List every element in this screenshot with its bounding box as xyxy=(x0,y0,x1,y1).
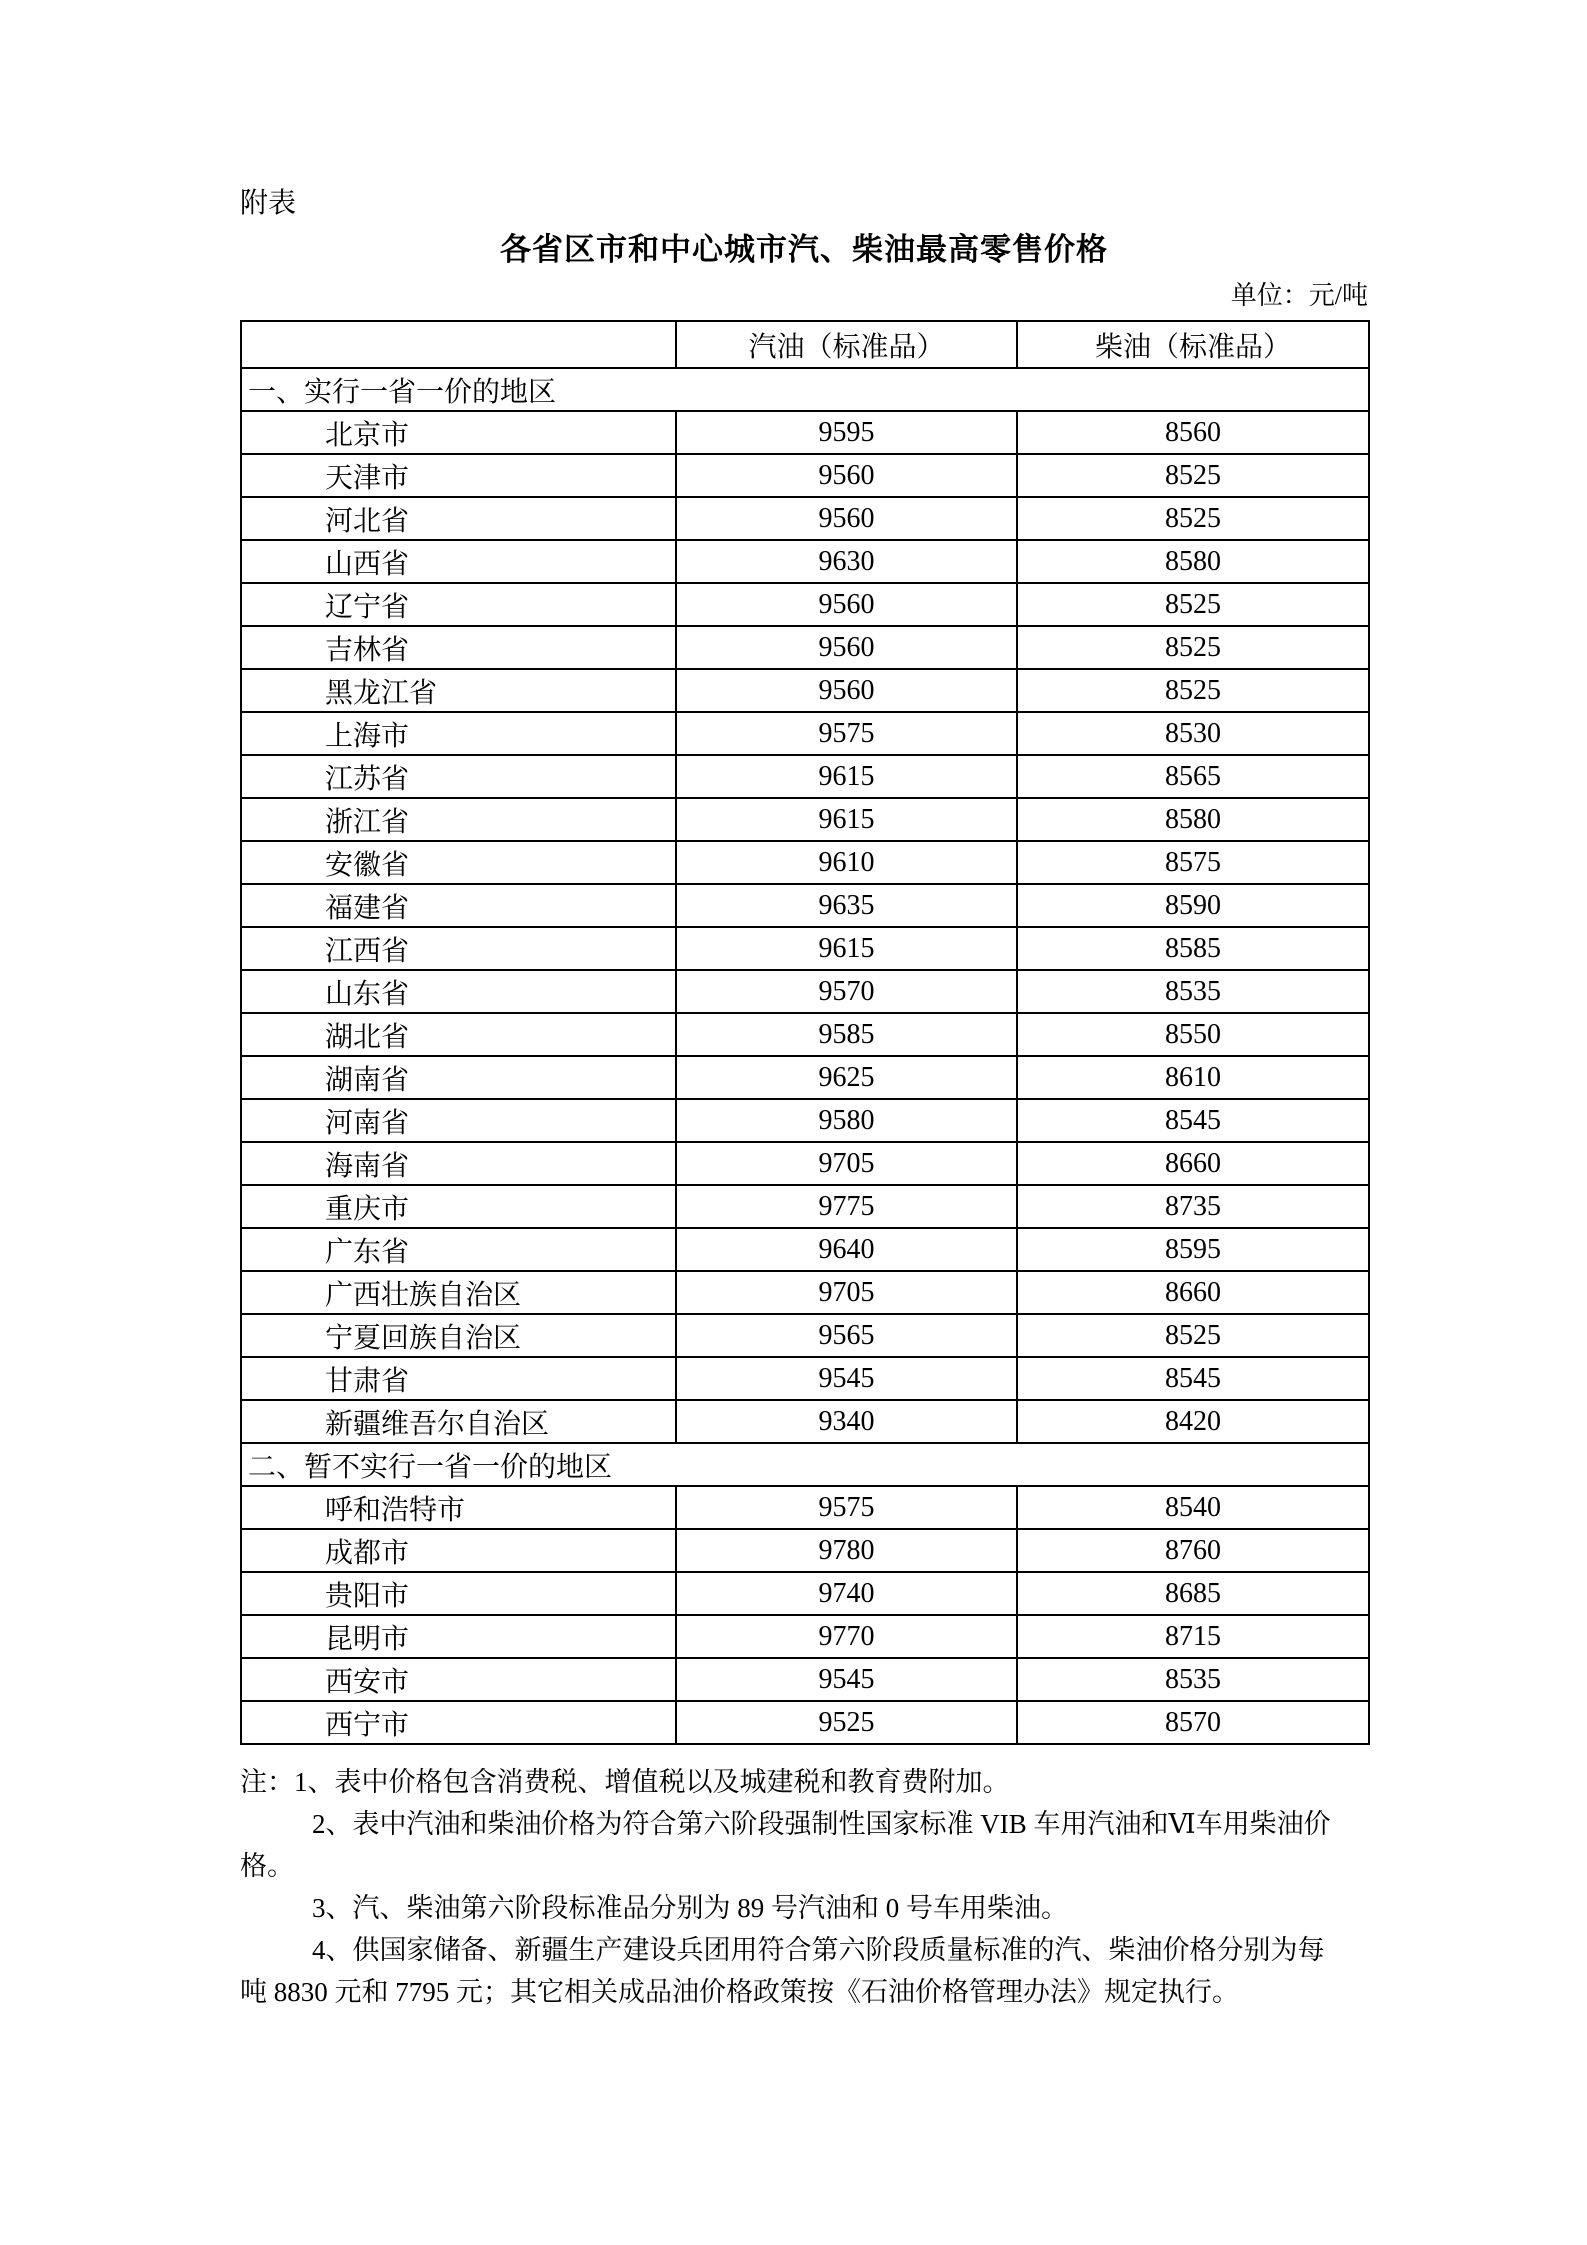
note-line: 格。 xyxy=(240,1851,294,1881)
unit-label: 单位：元/吨 xyxy=(1230,281,1368,310)
gasoline-price-cell: 9560 xyxy=(676,626,1017,669)
page-title: 各省区市和中心城市汽、柴油最高零售价格 xyxy=(500,232,1108,267)
gasoline-price-cell: 9560 xyxy=(676,669,1017,712)
note-line: 3、汽、柴油第六阶段标准品分别为 89 号汽油和 0 号车用柴油。 xyxy=(312,1893,1068,1923)
annex-label: 附表 xyxy=(240,188,297,219)
diesel-price-cell: 8685 xyxy=(1017,1572,1369,1615)
gasoline-price-cell: 9585 xyxy=(676,1013,1017,1056)
col-header-region xyxy=(241,321,676,368)
table-row xyxy=(241,583,1369,626)
section-title: 二、暂不实行一省一价的地区 xyxy=(241,1443,1369,1486)
diesel-price-cell: 8545 xyxy=(1017,1357,1369,1400)
diesel-price-cell: 8525 xyxy=(1017,583,1369,626)
gasoline-price-cell: 9740 xyxy=(676,1572,1017,1615)
table-row xyxy=(241,1099,1369,1142)
diesel-price-cell: 8590 xyxy=(1017,884,1369,927)
region-cell: 西安市 xyxy=(241,1658,676,1701)
gasoline-price-cell: 9640 xyxy=(676,1228,1017,1271)
diesel-price-cell: 8525 xyxy=(1017,1314,1369,1357)
note-line: 注：1、表中价格包含消费税、增值税以及城建税和教育费附加。 xyxy=(240,1767,1010,1797)
region-cell: 昆明市 xyxy=(241,1615,676,1658)
table-row xyxy=(241,454,1369,497)
diesel-price-cell: 8530 xyxy=(1017,712,1369,755)
diesel-price-cell: 8660 xyxy=(1017,1142,1369,1185)
diesel-price-cell: 8585 xyxy=(1017,927,1369,970)
table-row xyxy=(241,927,1369,970)
region-cell: 湖南省 xyxy=(241,1056,676,1099)
table-row xyxy=(241,626,1369,669)
diesel-price-cell: 8570 xyxy=(1017,1701,1369,1744)
diesel-price-cell: 8735 xyxy=(1017,1185,1369,1228)
gasoline-price-cell: 9705 xyxy=(676,1142,1017,1185)
diesel-price-cell: 8540 xyxy=(1017,1486,1369,1529)
region-cell: 北京市 xyxy=(241,411,676,454)
gasoline-price-cell: 9575 xyxy=(676,712,1017,755)
section-title-row xyxy=(241,368,1369,411)
gasoline-price-cell: 9615 xyxy=(676,927,1017,970)
gasoline-price-cell: 9545 xyxy=(676,1357,1017,1400)
gasoline-price-cell: 9570 xyxy=(676,970,1017,1013)
table-row xyxy=(241,1142,1369,1185)
table-row xyxy=(241,540,1369,583)
table-row xyxy=(241,755,1369,798)
document-page xyxy=(240,0,1368,2013)
table-row xyxy=(241,1701,1369,1744)
region-cell: 河南省 xyxy=(241,1099,676,1142)
diesel-price-cell: 8535 xyxy=(1017,970,1369,1013)
gasoline-price-cell: 9595 xyxy=(676,411,1017,454)
region-cell: 新疆维吾尔自治区 xyxy=(241,1400,676,1443)
gasoline-price-cell: 9560 xyxy=(676,583,1017,626)
gasoline-price-cell: 9560 xyxy=(676,454,1017,497)
table-row xyxy=(241,1228,1369,1271)
table-row xyxy=(241,841,1369,884)
diesel-price-cell: 8525 xyxy=(1017,497,1369,540)
col-header-gasoline: 汽油（标准品） xyxy=(676,321,1017,368)
region-cell: 重庆市 xyxy=(241,1185,676,1228)
gasoline-price-cell: 9545 xyxy=(676,1658,1017,1701)
diesel-price-cell: 8660 xyxy=(1017,1271,1369,1314)
region-cell: 天津市 xyxy=(241,454,676,497)
region-cell: 呼和浩特市 xyxy=(241,1486,676,1529)
gasoline-price-cell: 9610 xyxy=(676,841,1017,884)
region-cell: 吉林省 xyxy=(241,626,676,669)
table-row xyxy=(241,1314,1369,1357)
region-cell: 甘肃省 xyxy=(241,1357,676,1400)
table-row xyxy=(241,1572,1369,1615)
table-row xyxy=(241,712,1369,755)
gasoline-price-cell: 9630 xyxy=(676,540,1017,583)
region-cell: 河北省 xyxy=(241,497,676,540)
gasoline-price-cell: 9615 xyxy=(676,798,1017,841)
table-row xyxy=(241,1658,1369,1701)
diesel-price-cell: 8525 xyxy=(1017,454,1369,497)
note-line: 4、供国家储备、新疆生产建设兵团用符合第六阶段质量标准的汽、柴油价格分别为每 xyxy=(312,1935,1325,1965)
gasoline-price-cell: 9780 xyxy=(676,1529,1017,1572)
region-cell: 湖北省 xyxy=(241,1013,676,1056)
table-row xyxy=(241,669,1369,712)
region-cell: 山西省 xyxy=(241,540,676,583)
gasoline-price-cell: 9775 xyxy=(676,1185,1017,1228)
region-cell: 辽宁省 xyxy=(241,583,676,626)
diesel-price-cell: 8550 xyxy=(1017,1013,1369,1056)
diesel-price-cell: 8575 xyxy=(1017,841,1369,884)
section-title-row xyxy=(241,1443,1369,1486)
table-row xyxy=(241,1013,1369,1056)
note-line: 2、表中汽油和柴油价格为符合第六阶段强制性国家标准 VIB 车用汽油和Ⅵ车用柴油价 xyxy=(312,1809,1331,1839)
diesel-price-cell: 8420 xyxy=(1017,1400,1369,1443)
diesel-price-cell: 8580 xyxy=(1017,540,1369,583)
gasoline-price-cell: 9560 xyxy=(676,497,1017,540)
gasoline-price-cell: 9770 xyxy=(676,1615,1017,1658)
gasoline-price-cell: 9565 xyxy=(676,1314,1017,1357)
diesel-price-cell: 8610 xyxy=(1017,1056,1369,1099)
gasoline-price-cell: 9615 xyxy=(676,755,1017,798)
gasoline-price-cell: 9340 xyxy=(676,1400,1017,1443)
diesel-price-cell: 8525 xyxy=(1017,626,1369,669)
diesel-price-cell: 8760 xyxy=(1017,1529,1369,1572)
diesel-price-cell: 8580 xyxy=(1017,798,1369,841)
table-row xyxy=(241,1529,1369,1572)
region-cell: 广东省 xyxy=(241,1228,676,1271)
diesel-price-cell: 8715 xyxy=(1017,1615,1369,1658)
region-cell: 山东省 xyxy=(241,970,676,1013)
diesel-price-cell: 8535 xyxy=(1017,1658,1369,1701)
diesel-price-cell: 8545 xyxy=(1017,1099,1369,1142)
diesel-price-cell: 8560 xyxy=(1017,411,1369,454)
region-cell: 浙江省 xyxy=(241,798,676,841)
note-line: 吨 8830 元和 7795 元；其它相关成品油价格政策按《石油价格管理办法》规定执行。 xyxy=(240,1977,1239,2007)
region-cell: 黑龙江省 xyxy=(241,669,676,712)
region-cell: 广西壮族自治区 xyxy=(241,1271,676,1314)
price-table-body xyxy=(241,368,1369,1744)
gasoline-price-cell: 9635 xyxy=(676,884,1017,927)
region-cell: 海南省 xyxy=(241,1142,676,1185)
price-table xyxy=(240,320,1370,1745)
gasoline-price-cell: 9625 xyxy=(676,1056,1017,1099)
gasoline-price-cell: 9525 xyxy=(676,1701,1017,1744)
diesel-price-cell: 8595 xyxy=(1017,1228,1369,1271)
gasoline-price-cell: 9575 xyxy=(676,1486,1017,1529)
region-cell: 贵阳市 xyxy=(241,1572,676,1615)
diesel-price-cell: 8525 xyxy=(1017,669,1369,712)
section-title: 一、实行一省一价的地区 xyxy=(241,368,1369,411)
gasoline-price-cell: 9580 xyxy=(676,1099,1017,1142)
region-cell: 江西省 xyxy=(241,927,676,970)
region-cell: 上海市 xyxy=(241,712,676,755)
table-row xyxy=(241,1271,1369,1314)
region-cell: 福建省 xyxy=(241,884,676,927)
table-row xyxy=(241,1486,1369,1529)
table-row xyxy=(241,798,1369,841)
region-cell: 江苏省 xyxy=(241,755,676,798)
table-row xyxy=(241,1615,1369,1658)
table-row xyxy=(241,970,1369,1013)
table-row xyxy=(241,411,1369,454)
table-row xyxy=(241,1357,1369,1400)
notes xyxy=(240,1761,1368,2013)
table-row xyxy=(241,884,1369,927)
gasoline-price-cell: 9705 xyxy=(676,1271,1017,1314)
region-cell: 安徽省 xyxy=(241,841,676,884)
region-cell: 西宁市 xyxy=(241,1701,676,1744)
table-row xyxy=(241,1056,1369,1099)
table-row xyxy=(241,1185,1369,1228)
col-header-diesel: 柴油（标准品） xyxy=(1017,321,1369,368)
region-cell: 成都市 xyxy=(241,1529,676,1572)
header-row xyxy=(241,321,1369,368)
table-row xyxy=(241,497,1369,540)
region-cell: 宁夏回族自治区 xyxy=(241,1314,676,1357)
table-row xyxy=(241,1400,1369,1443)
diesel-price-cell: 8565 xyxy=(1017,755,1369,798)
